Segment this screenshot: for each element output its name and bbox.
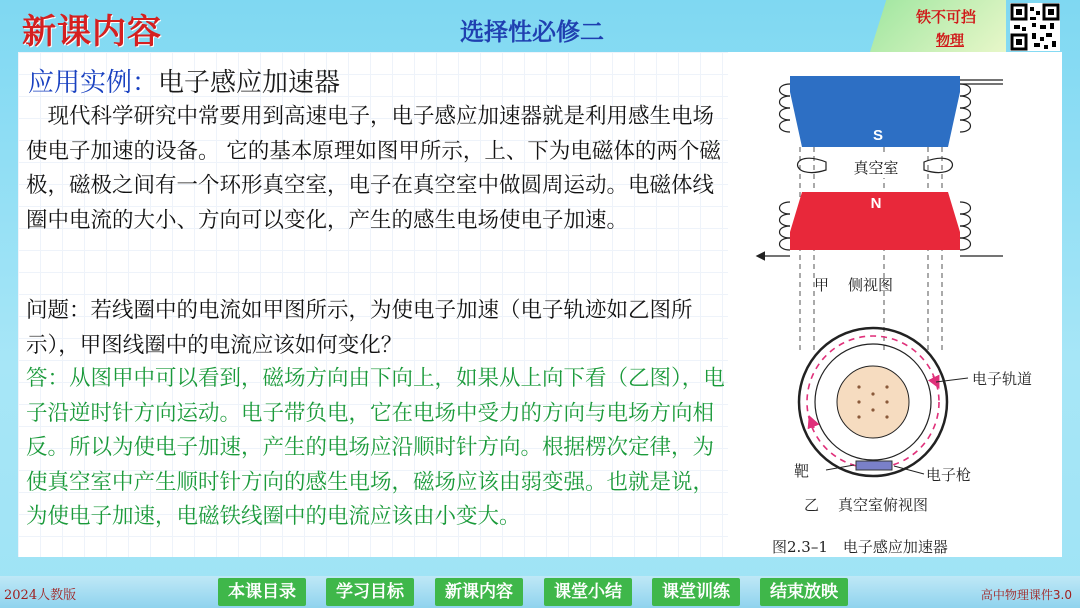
- nav-summary[interactable]: 课堂小结: [544, 578, 632, 606]
- section-heading: [28, 62, 340, 99]
- page-title: 新课内容: [22, 12, 162, 52]
- edition-label: 2024人教版: [4, 588, 77, 603]
- brand-line2: 物理: [936, 33, 964, 49]
- nav-end-show[interactable]: 结束放映: [760, 578, 848, 606]
- footer-bar: [0, 576, 1080, 608]
- top-view-label: 真空室俯视图: [838, 496, 929, 514]
- course-subtitle: 选择性必修二: [460, 18, 604, 46]
- series-label: 高中物理课件3.0: [980, 588, 1072, 602]
- vacuum-label: 真空室: [853, 159, 899, 177]
- text-panel: [18, 52, 728, 557]
- nav-new-content[interactable]: 新课内容: [435, 578, 523, 606]
- s-pole-label: S: [872, 127, 884, 144]
- n-pole-bottom: [790, 232, 960, 250]
- intro-paragraph: 现代科学研究中常要用到高速电子，电子感应加速器就是利用感生电场使电子加速的设备。 它的基本原理如图甲所示，上、下为电磁体的两个磁极，磁极之间有一个环形真空室，电子在真空室中做圆周运动。电磁体线圈中电流的大小、方向可以变化，产生的感生电场使电子加速。: [26, 104, 721, 233]
- jia-label: 甲: [814, 276, 830, 294]
- nav-learning-goals[interactable]: 学习目标: [326, 578, 414, 606]
- s-pole-top: [790, 76, 960, 92]
- side-view-label: 侧视图: [848, 276, 894, 294]
- nav-exercise[interactable]: 课堂训练: [652, 578, 740, 606]
- header-bar: [0, 0, 1080, 52]
- yi-label: 乙: [804, 496, 820, 514]
- nav-course-contents[interactable]: 本课目录: [218, 578, 306, 606]
- brand-line1: 铁不可挡: [916, 8, 977, 26]
- question-paragraph: 问题：若线圈中的电流如甲图所示，为使电子加速（电子轨迹如乙图所示），甲图线圈中的电流应该如何变化？: [26, 298, 693, 358]
- core-region: [837, 366, 909, 438]
- figure-caption: 图2.3–1 电子感应加速器: [772, 538, 948, 556]
- target-label: 靶: [794, 462, 810, 480]
- electron-gun: [856, 461, 892, 470]
- qr-code-icon: [1010, 3, 1060, 51]
- answer-paragraph: 答：从图甲中可以看到，磁场方向由下向上，如果从上向下看（乙图），电子沿逆时针方向运动。电子带负电，它在电场中受力的方向与电场方向相反。所以为使电子加速，产生的电场应沿顺时针方向。根据楞次定律，为使真空室中产生顺时针方向的感生电场，磁场应该由弱变强。也就是说，为使电子加速，电磁铁线圈中的电流应该由小变大。: [26, 366, 725, 529]
- figure-panel: [728, 52, 1062, 557]
- n-pole-label: N: [870, 195, 882, 212]
- gun-label: 电子枪: [926, 466, 972, 484]
- orbit-label: 电子轨道: [972, 370, 1033, 388]
- accelerator-diagram: [728, 52, 1062, 557]
- heading-text: 电子感应加速器: [158, 68, 341, 98]
- heading-prefix: 应用实例：: [28, 68, 159, 98]
